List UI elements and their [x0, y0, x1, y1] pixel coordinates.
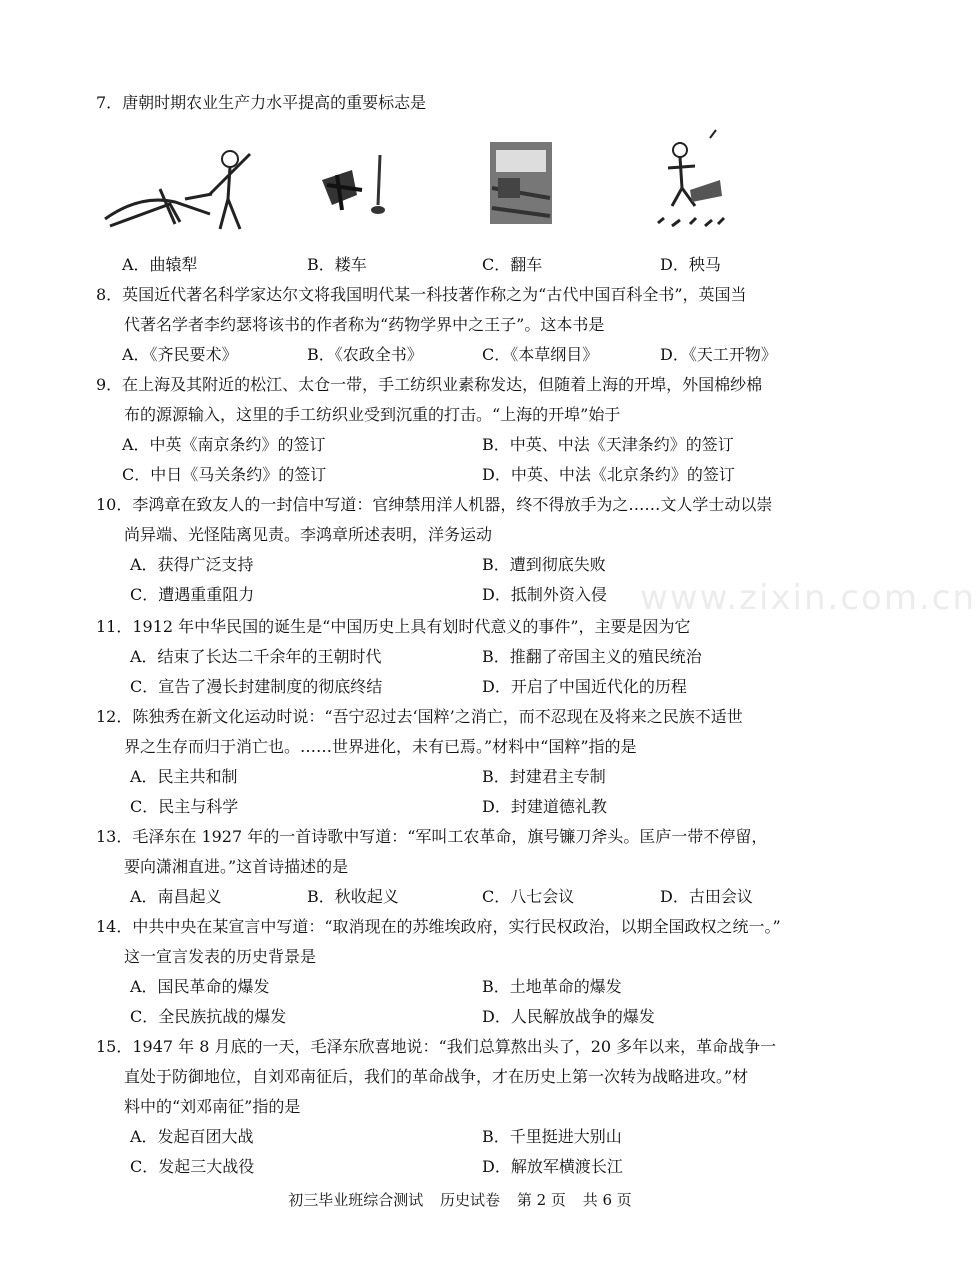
q9-option-c: C．中日《马关条约》的签订: [122, 465, 327, 484]
footer-total-pages: 共 6 页: [582, 1191, 632, 1209]
footer-exam-name: 初三毕业班综合测试: [288, 1191, 424, 1209]
q12-option-b: B．封建君主专制: [482, 767, 606, 786]
q11-option-c: C．宣告了漫长封建制度的彻底终结: [130, 677, 383, 696]
q11-option-a: A．结束了长达二千余年的王朝时代: [130, 647, 382, 666]
q10-option-b: B．遭到彻底失败: [482, 555, 606, 574]
q9-option-b: B．中英、中法《天津条约》的签订: [482, 435, 734, 454]
q12-option-d: D．封建道德礼教: [482, 797, 607, 816]
q8-option-d: D．《天工开物》: [660, 345, 777, 364]
q15-option-c: C．发起三大战役: [130, 1157, 255, 1176]
q10-option-d: D．抵制外资入侵: [482, 585, 607, 604]
q14-stem-line2: 这一宣言发表的历史背景是: [124, 947, 317, 966]
q7-option-d: D．秧马: [660, 255, 721, 274]
q7-stem: 7．唐朝时期农业生产力水平提高的重要标志是: [96, 93, 427, 112]
footer-page-number: 第 2 页: [516, 1191, 566, 1209]
q7-option-a: A．曲辕犁: [122, 255, 198, 274]
q9-option-a: A．中英《南京条约》的签订: [122, 435, 326, 454]
q15-option-d: D．解放军横渡长江: [482, 1157, 623, 1176]
q15-stem-line1: 15．1947 年 8 月底的一天，毛泽东欣喜地说：“我们总算熬出头了，20 多年以来，革命战争一: [96, 1037, 777, 1056]
q14-option-a: A．国民革命的爆发: [130, 977, 270, 996]
q9-option-d: D．中英、中法《北京条约》的签订: [482, 465, 735, 484]
q14-option-c: C．全民族抗战的爆发: [130, 1007, 287, 1026]
horse-image: [650, 128, 730, 243]
q12-stem-line1: 12．陈独秀在新文化运动时说：“吾宁忍过去‘国粹’之消亡，而不忍现在及将来之民族不适世: [96, 707, 743, 726]
q8-option-c: C．《本草纲目》: [482, 345, 599, 364]
water-wheel-image: [486, 138, 556, 228]
q13-option-d: D．古田会议: [660, 887, 753, 906]
q10-option-a: A．获得广泛支持: [130, 555, 254, 574]
watermark: www.zixin.com.cn: [640, 578, 976, 618]
q13-option-b: B．秋收起义: [307, 887, 399, 906]
q9-stem-line1: 9．在上海及其附近的松江、太仓一带，手工纺织业素称发达，但随着上海的开埠，外国棉纱棉: [96, 375, 763, 394]
q15-option-b: B．千里挺进大别山: [482, 1127, 622, 1146]
seeder-image: [312, 150, 392, 220]
q8-option-a: A．《齐民要术》: [122, 345, 238, 364]
q15-stem-line2: 直处于防御地位，自刘邓南征后，我们的革命战争，才在历史上第一次转为战略进攻。”材: [124, 1067, 749, 1086]
q13-option-a: A．南昌起义: [130, 887, 222, 906]
q11-stem-line1: 11．1912 年中华民国的诞生是“中国历史上具有划时代意义的事件”，主要是因为它: [96, 617, 691, 636]
q7-option-c: C．翻车: [482, 255, 543, 274]
q13-option-c: C．八七会议: [482, 887, 575, 906]
footer-subject: 历史试卷: [440, 1191, 501, 1209]
q13-stem-line1: 13．毛泽东在 1927 年的一首诗歌中写道：“军叫工农革命，旗号镰刀斧头。匡庐一带不停留，: [96, 827, 768, 846]
q15-stem-line3: 料中的“刘邓南征”指的是: [124, 1097, 301, 1116]
q15-option-a: A．发起百团大战: [130, 1127, 254, 1146]
q8-stem-line2: 代著名学者李约瑟将该书的作者称为“药物学界中之王子”。这本书是: [124, 315, 605, 334]
q11-option-b: B．推翻了帝国主义的殖民统治: [482, 647, 702, 666]
q10-option-c: C．遭遇重重阻力: [130, 585, 255, 604]
q13-stem-line2: 要向潇湘直进。”这首诗描述的是: [124, 857, 349, 876]
q7-option-b: B．耧车: [307, 255, 367, 274]
q8-stem-line1: 8．英国近代著名科学家达尔文将我国明代某一科技著作称之为“古代中国百科全书”，英国当: [96, 285, 747, 304]
page-footer: [0, 1189, 920, 1210]
q8-option-b: B．《农政全书》: [307, 345, 423, 364]
plow-image: [100, 134, 260, 234]
q14-option-d: D．人民解放战争的爆发: [482, 1007, 655, 1026]
q10-stem-line1: 10．李鸿章在致友人的一封信中写道：官绅禁用洋人机器，终不得放手为之……文人学士动以崇: [96, 495, 773, 514]
q14-option-b: B．土地革命的爆发: [482, 977, 622, 996]
q12-option-a: A．民主共和制: [130, 767, 238, 786]
q9-stem-line2: 布的源源输入，这里的手工纺织业受到沉重的打击。“上海的开埠”始于: [124, 405, 621, 424]
q11-option-d: D．开启了中国近代化的历程: [482, 677, 687, 696]
q12-stem-line2: 界之生存而归于消亡也。……世界进化，未有已焉。”材料中“国粹”指的是: [124, 737, 637, 756]
q12-option-c: C．民主与科学: [130, 797, 239, 816]
q14-stem-line1: 14．中共中央在某宣言中写道：“取消现在的苏维埃政府，实行民权政治，以期全国政权之统一。”: [96, 917, 781, 936]
q10-stem-line2: 尚异端、光怪陆离见责。李鸿章所述表明，洋务运动: [124, 525, 493, 544]
